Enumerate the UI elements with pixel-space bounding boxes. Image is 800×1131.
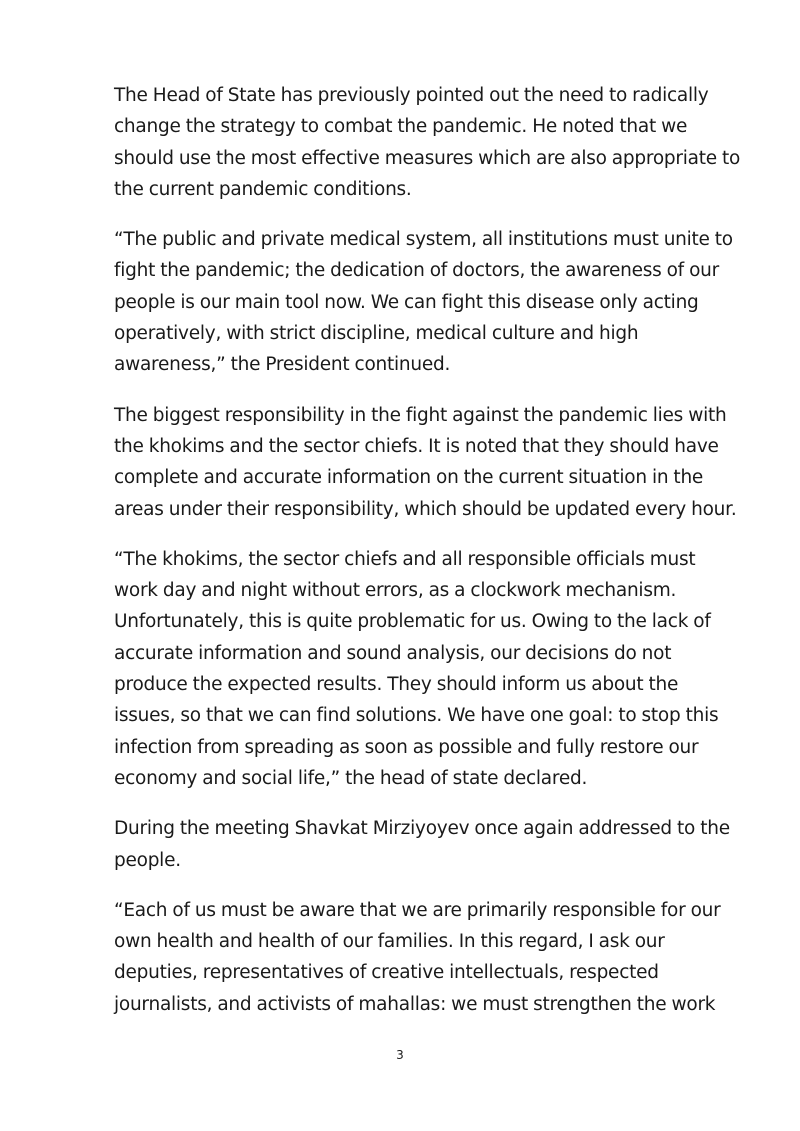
- paragraph-address-to-people: During the meeting Shavkat Mirziyoyev once again addressed to the people.: [114, 818, 730, 871]
- paragraph-officials-quote: “The khokims, the sector chiefs and all responsible officials must work day and night without errors, as a clockwork mechanism. Unfortunately, this is quite problematic for us. Owing to the lack of accurate information and sound analysis, our decisions do not produce the expected results. They should inform us about the issues, so that we can find solutions. We have one goal: to stop this infection from spreading as soon as possible and fully restore our economy and social life,” the head of state declared.: [114, 548, 719, 789]
- page-number: 3: [396, 1048, 404, 1062]
- paragraph-responsibility: The biggest responsibility in the fight against the pandemic lies with the khokims and the sector chiefs. It is noted that they should have complete and accurate information on the current situation in the areas under their responsibility, which should be updated every hour.: [114, 404, 737, 520]
- paragraph-strategy: The Head of State has previously pointed out the need to radically change the strategy to combat the pandemic. He noted that we should use the most effective measures which are also appropriate to the current pandemic conditions.: [114, 85, 741, 200]
- paragraph-medical-system-quote: “The public and private medical system, all institutions must unite to fight the pandemic; the dedication of doctors, the awareness of our people is our main tool now. We can fight this disease only acting operatively, with strict discipline, medical culture and high awareness,” the President continued.: [114, 229, 733, 376]
- document-body: [114, 80, 744, 1039]
- paragraph-each-of-us-quote: “Each of us must be aware that we are primarily responsible for our own health and health of our families. In this regard, I ask our deputies, representatives of creative intellectuals, respected journalists, and activists of mahallas: we must strengthen the work: [114, 899, 721, 1015]
